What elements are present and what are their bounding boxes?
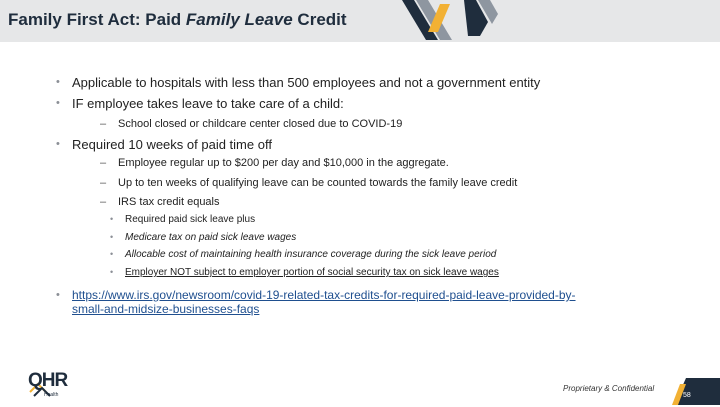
bullet-marker: • — [56, 138, 60, 150]
page-number-badge — [672, 378, 720, 405]
bullet-text: School closed or childcare center closed due to COVID-19 — [118, 118, 403, 130]
bullet-text: Medicare tax on paid sick leave wages — [125, 232, 297, 243]
irs-faq-link[interactable] — [72, 288, 576, 316]
dash-marker: – — [100, 118, 107, 130]
bullet-text: IF employee takes leave to take care of a child: — [72, 96, 344, 111]
bullet-marker: • — [56, 97, 60, 109]
bullet-marker: • — [56, 289, 60, 301]
bullet-text: Required 10 weeks of paid time off — [72, 137, 272, 152]
bullet-marker: • — [110, 249, 114, 259]
logo-text: QHR — [28, 370, 68, 391]
title-text-start: Family First Act: Paid — [8, 10, 186, 29]
bullet-text: Applicable to hospitals with less than 500 employees and not a government entity — [72, 75, 541, 90]
bullet-text: Required paid sick leave plus — [125, 214, 256, 225]
brand-stripes-icon — [380, 0, 500, 45]
logo-subtext: Health — [44, 392, 59, 398]
confidential-label: Proprietary & Confidential — [563, 384, 655, 393]
link-line-2[interactable]: small-and-midsize-businesses-faqs — [72, 302, 260, 316]
bullet-marker: • — [56, 76, 60, 88]
bullet-text: IRS tax credit equals — [118, 196, 220, 208]
bullet-text: Allocable cost of maintaining health insurance coverage during the sick leave period — [125, 249, 497, 260]
slide-title — [8, 10, 347, 30]
bullet-marker: • — [110, 214, 114, 224]
dash-marker: – — [100, 196, 107, 208]
link-line-1[interactable]: https://www.irs.gov/newsroom/covid-19-related-tax-credits-for-required-paid-leave-provided-by- — [72, 288, 576, 302]
bullet-text: Employee regular up to $200 per day and $10,000 in the aggregate. — [118, 157, 449, 169]
dash-marker: – — [100, 157, 107, 169]
qhr-logo — [28, 370, 108, 407]
bullet-marker: • — [110, 232, 114, 242]
bullet-text: Employer NOT subject to employer portion of social security tax on sick leave wages — [125, 267, 499, 278]
bullet-text: Up to ten weeks of qualifying leave can be counted towards the family leave credit — [118, 177, 518, 189]
page-number: 58 — [683, 392, 691, 399]
title-text-end: Credit — [292, 10, 347, 29]
dash-marker: – — [100, 177, 107, 189]
bullet-marker: • — [110, 267, 114, 277]
title-text-italic: Family Leave — [185, 10, 293, 29]
